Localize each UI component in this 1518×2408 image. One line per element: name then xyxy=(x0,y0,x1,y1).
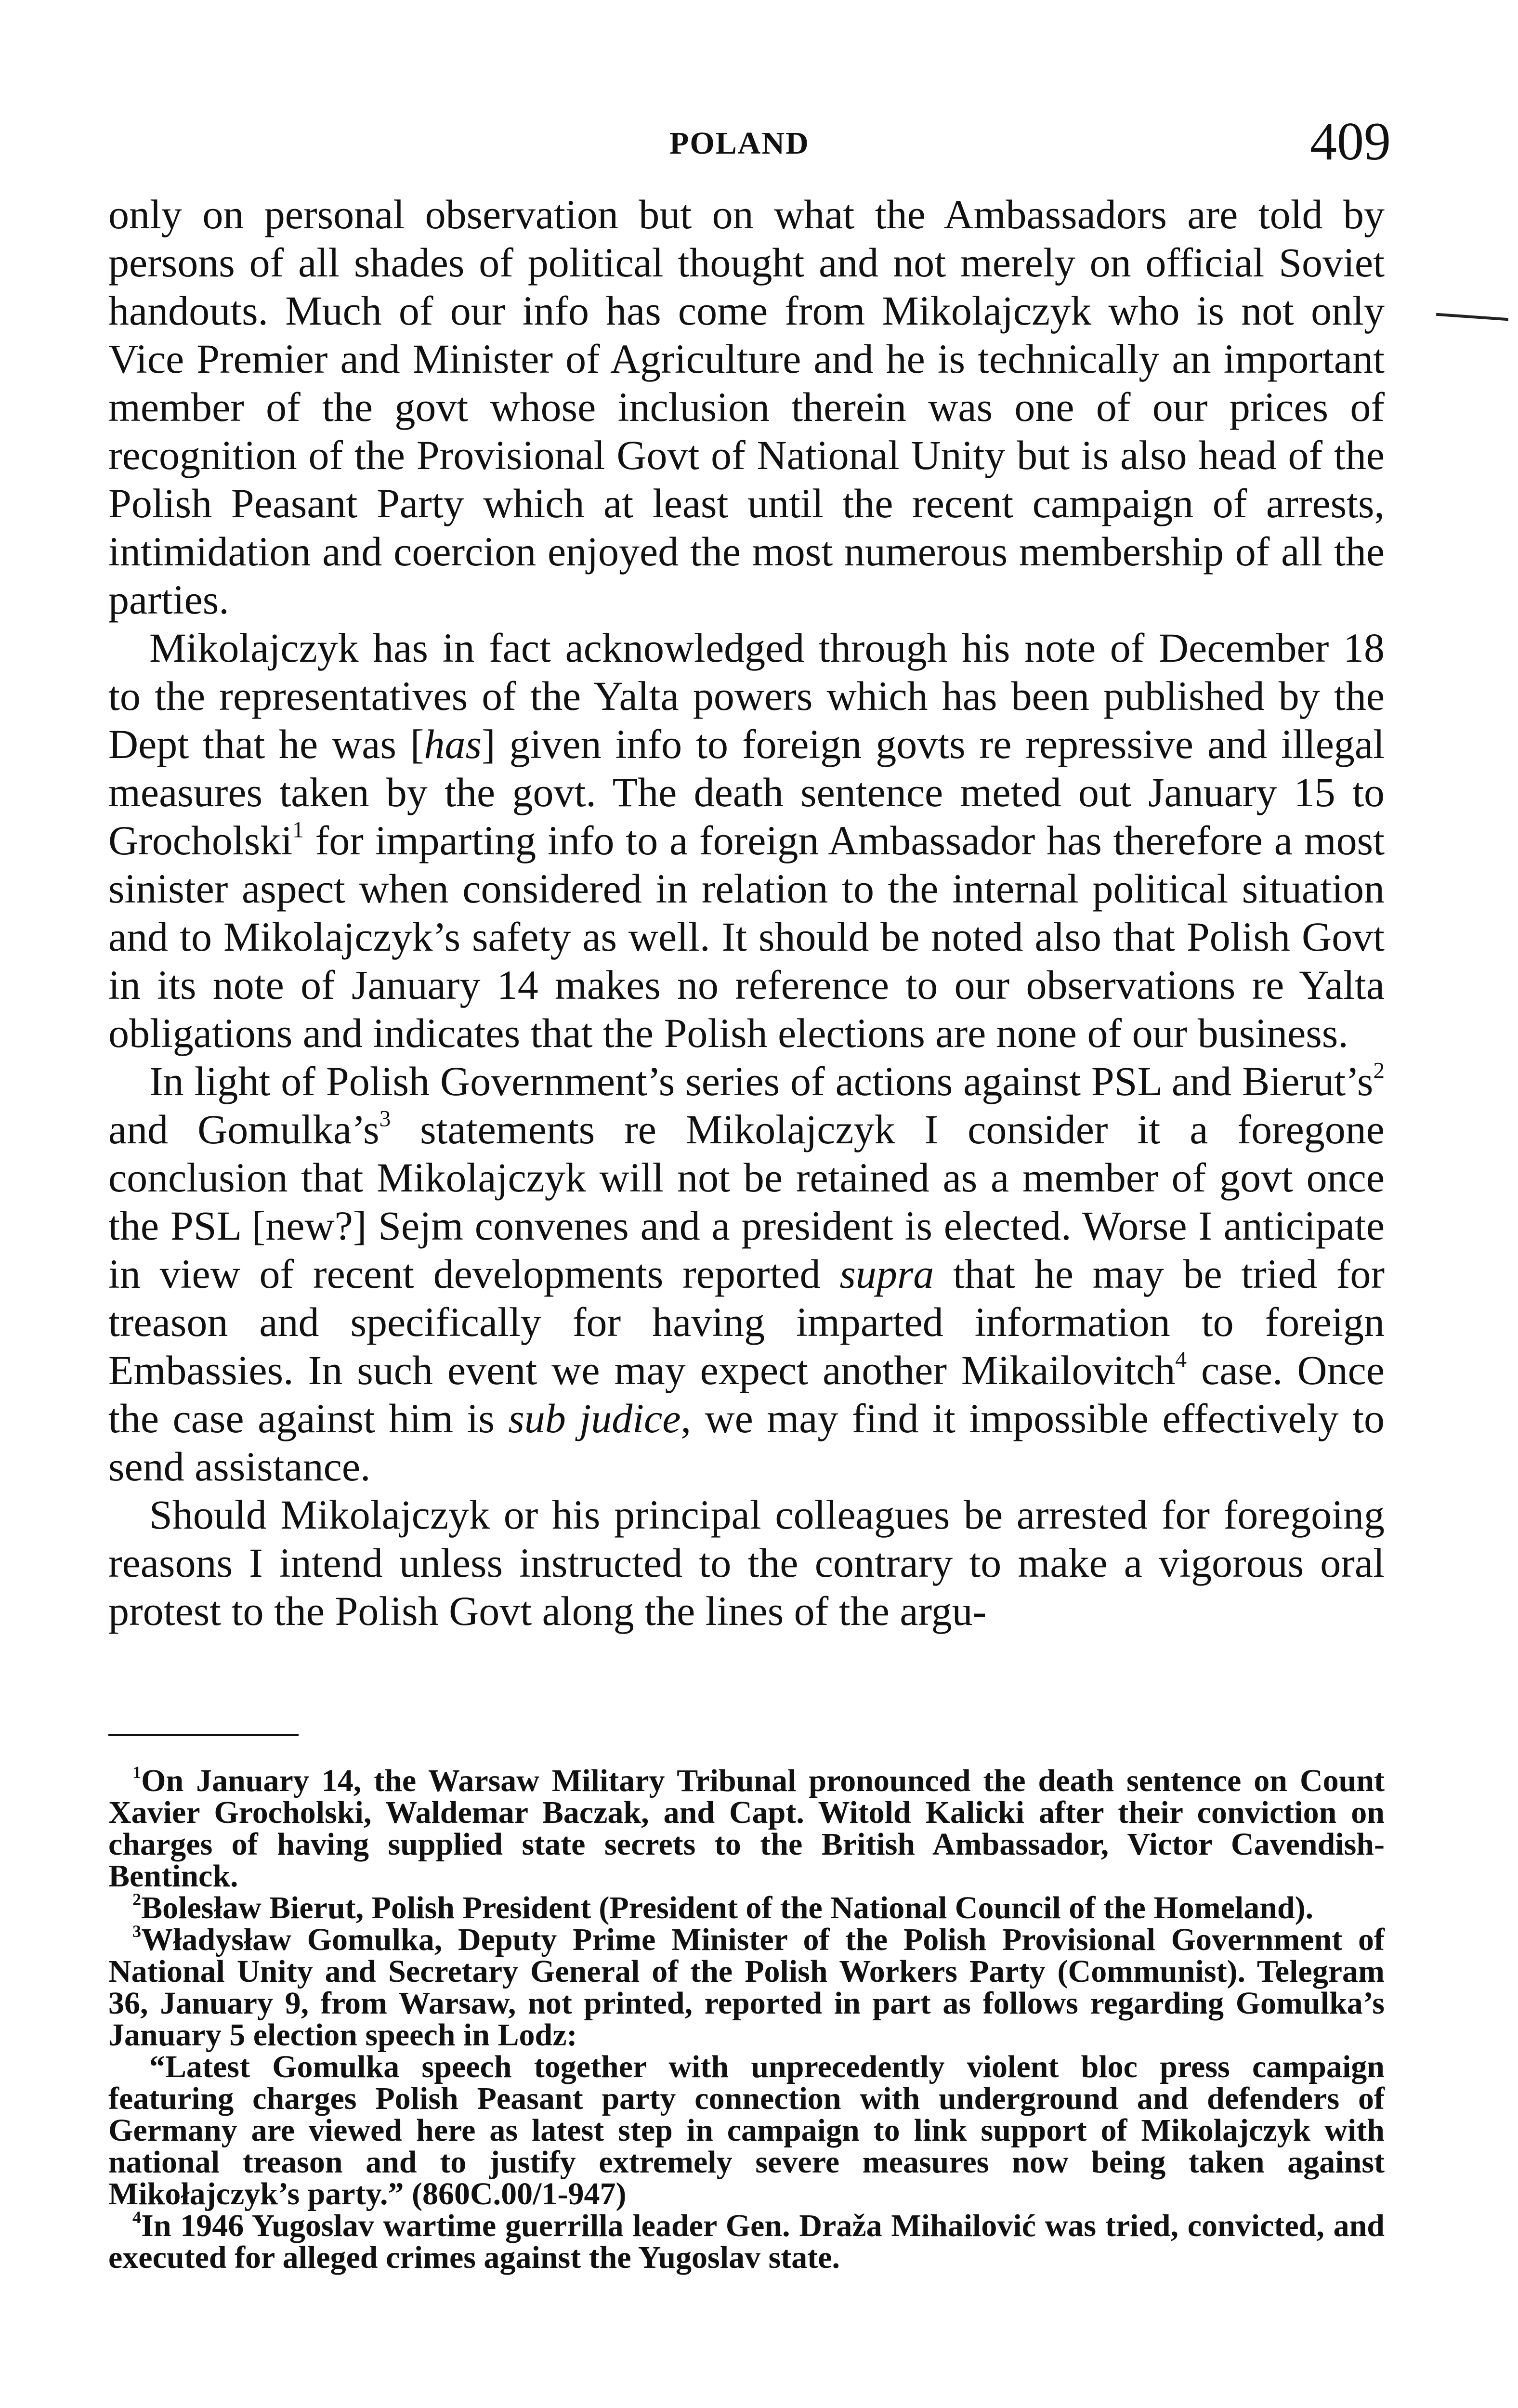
footnote-3-text: Władysław Gomulka, Deputy Prime Minister of the Polish Provisional Government of National Unity and Secretary General of the Polish Workers Party (Communist). Telegram 36, January 9, from Warsaw, not printed, reported in part as follows regarding Gomulka’s January 5 election speech in Lodz: xyxy=(108,1922,1385,2053)
paragraph-3-text-c: statements re Mikolajczyk I consider it a foregone conclusion that Mikolajczyk will not be retained as a member of govt once the PSL [new?] Sejm convenes and a president is elected. Worse I anticipate in view of recent developments reported xyxy=(108,1106,1385,1297)
paragraph-3-text-b: and Gomulka’s xyxy=(108,1106,380,1152)
paragraph-2-text-b: ] given info to foreign govts re repressive and illegal measures taken by the govt. The death sentence meted out January 15 to Grocholski xyxy=(108,721,1385,864)
paragraph-3-text-f: , we may find it impossible effectively to send assistance. xyxy=(108,1395,1385,1490)
footnote-4-text: In 1946 Yugoslav wartime guerrilla leader Gen. Draža Mihailović was tried, convicted, and executed for alleged crimes against the Yugoslav state. xyxy=(108,2208,1385,2275)
paragraph-3-text-d: that he may be tried for treason and specifically for having imparted information to foreign Embassies. In such event we may expect another Mikailovitch xyxy=(108,1251,1385,1393)
paragraph-2-text-a: Mikolajczyk has in fact acknowledged through his note of December 18 to the representatives of the Yalta powers which has been published by the Dept that he was [ xyxy=(108,625,1385,767)
running-head: POLAND xyxy=(669,126,810,161)
body-text xyxy=(108,190,1385,1635)
footnote-1 xyxy=(108,1762,1385,1894)
paragraph-2-text-c: for imparting info to a foreign Ambassador has therefore a most sinister aspect when considered in relation to the internal political situation and to Mikolajczyk’s safety as well. It should be noted also that Polish Govt in its note of January 14 makes no reference to our observations re Yalta obligations and indicates that the Polish elections are none of our business. xyxy=(108,817,1385,1056)
footnote-ref-2: 2 xyxy=(1373,1058,1385,1084)
paragraph-1: only on personal observation but on what the Ambassadors are told by persons of all shades of political thought and not merely on official Soviet handouts. Much of our info has come from Mikolajczyk who is not only Vice Premier and Minister of Agriculture and he is technically an important member of the govt whose inclusion therein was one of our prices of recognition of the Provisional Govt of National Unity but is also head of the Polish Peasant Party which at least until the recent campaign of arrests, intimidation and coercion enjoyed the most numerous membership of all the parties. xyxy=(108,191,1385,623)
footnote-1-text: On January 14, the Warsaw Military Tribunal pronounced the death sentence on Count Xavier Grocholski, Waldemar Baczak, and Capt. Witold Kalicki after their conviction on charges of having supplied state secrets to the British Ambassador, Victor Cavendish-Bentinck. xyxy=(108,1763,1385,1894)
footnote-2-mark: 2 xyxy=(132,1889,142,1909)
paragraph-3-italic-sub-judice: sub judice xyxy=(508,1395,681,1441)
footnote-ref-1: 1 xyxy=(292,817,304,843)
paragraph-3-italic-supra: supra xyxy=(839,1251,934,1297)
footnote-ref-3: 3 xyxy=(379,1106,391,1132)
footnote-1-mark: 1 xyxy=(132,1762,142,1782)
footnote-4-mark: 4 xyxy=(132,2207,142,2227)
paragraph-3 xyxy=(108,1057,1385,1491)
footnote-3 xyxy=(108,1921,1385,2053)
paragraph-3-text-e: case. Once the case against him is xyxy=(108,1347,1385,1441)
footnote-separator-rule xyxy=(108,1734,299,1736)
footnote-4 xyxy=(108,2207,1385,2275)
paragraph-4: Should Mikolajczyk or his principal colleagues be arrested for foregoing reasons I intend unless instructed to the contrary to make a vigorous oral protest to the Polish Govt along the lines of the argu- xyxy=(108,1492,1385,1634)
footnote-2-text: Bolesław Bierut, Polish President (President of the National Council of the Homeland). xyxy=(141,1890,1314,1925)
paragraph-3-text-a: In light of Polish Government’s series of actions against PSL and Bierut’s xyxy=(149,1058,1374,1104)
paragraph-2-italic-has: has xyxy=(424,721,482,767)
footnotes xyxy=(108,1762,1385,2275)
footnote-ref-4: 4 xyxy=(1175,1347,1187,1373)
page-header xyxy=(0,111,1518,173)
margin-dash-mark xyxy=(1436,313,1508,321)
footnote-2 xyxy=(108,1889,1385,1925)
page-number: 409 xyxy=(1310,112,1391,171)
footnote-3-quote: “Latest Gomulka speech together with unprecedently violent bloc press campaign featuring charges Polish Peasant party connection with underground and defenders of Germany are viewed here as latest step in campaign to link support of Mikolajczyk with national treason and to justify extremely severe measures now being taken against Mikołajczyk’s party.” (860C.00/1-947) xyxy=(108,2049,1385,2212)
paragraph-2 xyxy=(108,624,1385,1057)
footnote-3-mark: 3 xyxy=(132,1921,142,1941)
